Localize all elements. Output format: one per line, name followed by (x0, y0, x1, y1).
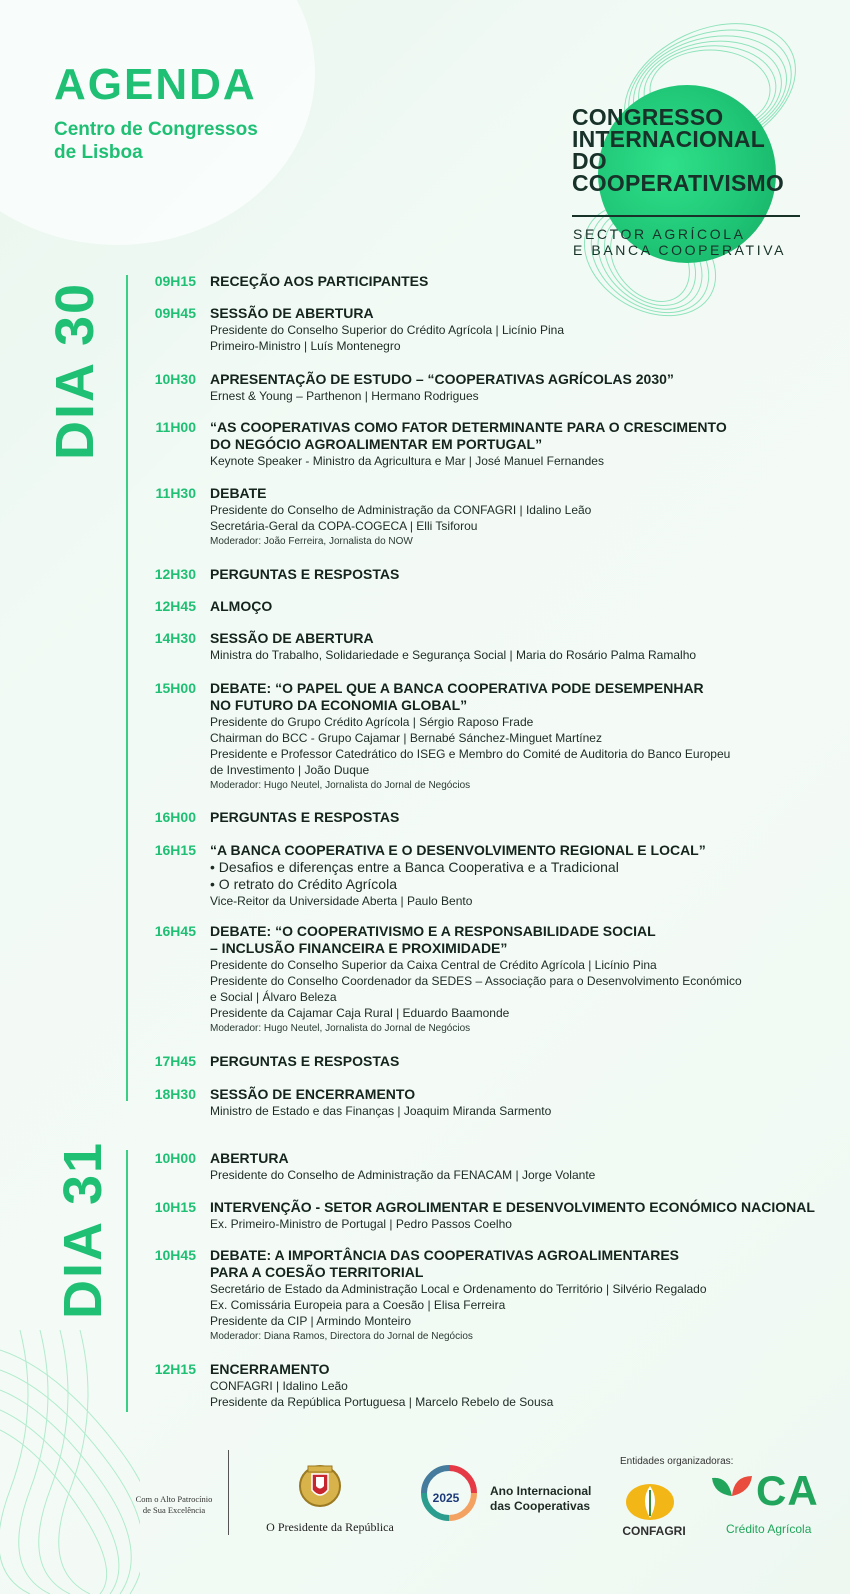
agenda-title (210, 273, 832, 290)
agenda-item (142, 371, 832, 404)
organizers-label: Entidades organizadoras: (620, 1456, 734, 1467)
agenda-title-line: – INCLUSÃO FINANCEIRA E PROXIMIDADE” (210, 940, 508, 956)
agenda-item (142, 1053, 832, 1070)
agenda-item (142, 680, 832, 793)
page-title: AGENDA (54, 60, 257, 109)
agenda-speaker-line: Keynote Speaker - Ministro da Agricultura e Mar | José Manuel Fernandes (210, 454, 604, 468)
credito-agricola-label: Crédito Agrícola (726, 1522, 812, 1536)
agenda-title (210, 1247, 832, 1281)
agenda-speaker-line: Presidente da CIP | Armindo Monteiro (210, 1314, 411, 1328)
agenda-time: 09H15 (154, 273, 196, 289)
agenda-time: 12H30 (154, 566, 196, 582)
agenda-item (142, 566, 832, 583)
agenda-speaker-line: Presidente do Conselho Superior da Caixa Central de Crédito Agrícola | Licínio Pina (210, 958, 657, 972)
agenda-title (210, 923, 832, 957)
agenda-title-line: SESSÃO DE ABERTURA (210, 305, 374, 321)
agenda-speaker-line: Presidente da República Portuguesa | Marcelo Rebelo de Sousa (210, 1395, 554, 1409)
agenda-speaker-line: de Investimento | João Duque (210, 763, 370, 777)
agenda-time: 12H15 (154, 1361, 196, 1377)
agenda-moderator: Moderador: Hugo Neutel, Jornalista do Jornal de Negócios (210, 780, 471, 791)
agenda-title (210, 566, 832, 583)
footer-divider (228, 1450, 229, 1535)
agenda-content (210, 485, 832, 549)
agenda-moderator: Moderador: João Ferreira, Jornalista do NOW (210, 536, 413, 547)
agenda-title (210, 1150, 832, 1167)
agenda-content (210, 809, 832, 826)
agenda-title (210, 1199, 832, 1216)
ano-year: 2025 (432, 1491, 460, 1505)
agenda-title (210, 485, 832, 502)
agenda-speaker-line: e Social | Álvaro Beleza (210, 990, 337, 1004)
agenda-title-line: DEBATE: “O PAPEL QUE A BANCA COOPERATIVA PODE DESEMPENHAR (210, 680, 704, 696)
confagri-label: CONFAGRI (622, 1524, 686, 1538)
agenda-item (142, 842, 832, 909)
agenda-speaker-line: CONFAGRI | Idalino Leão (210, 1379, 348, 1393)
agenda-item (142, 419, 832, 469)
agenda-speaker-line: Ex. Primeiro-Ministro de Portugal | Pedro Passos Coelho (210, 1217, 512, 1231)
agenda-bullet: • O retrato do Crédito Agrícola (210, 876, 397, 892)
agenda-title (210, 1053, 832, 1070)
agenda-content (210, 598, 832, 615)
agenda-title-line: RECEÇÃO AOS PARTICIPANTES (210, 273, 429, 289)
agenda-time: 10H15 (154, 1199, 196, 1215)
agenda-moderator: Moderador: Diana Ramos, Directora do Jornal de Negócios (210, 1331, 473, 1342)
agenda-speaker-line: Ministro de Estado e das Finanças | Joaquim Miranda Sarmento (210, 1104, 552, 1118)
agenda-title-line: SESSÃO DE ABERTURA (210, 630, 374, 646)
agenda-speaker-line: Secretário de Estado da Administração Local e Ordenamento do Território | Silvério Regalado (210, 1282, 707, 1296)
agenda-time: 10H30 (154, 371, 196, 387)
agenda-content (210, 1150, 832, 1183)
agenda-title-line: “AS COOPERATIVAS COMO FATOR DETERMINANTE PARA O CRESCIMENTO (210, 419, 727, 435)
agenda-content (210, 566, 832, 583)
agenda-time: 09H45 (154, 305, 196, 321)
agenda-item (142, 273, 832, 290)
agenda-content (210, 680, 832, 793)
agenda-title (210, 371, 832, 388)
agenda-title-line: PARA A COESÃO TERRITORIAL (210, 1264, 424, 1280)
agenda-title (210, 1361, 832, 1378)
agenda-title-line: PERGUNTAS E RESPOSTAS (210, 809, 400, 825)
agenda-content (210, 1199, 832, 1232)
logo-divider (572, 215, 800, 217)
agenda-title-line: NO FUTURO DA ECONOMIA GLOBAL” (210, 697, 468, 713)
agenda-item (142, 1150, 832, 1183)
agenda-speaker-line: Primeiro-Ministro | Luís Montenegro (210, 339, 401, 353)
credito-agricola-leaf-icon (710, 1472, 754, 1512)
agenda-bullet: • Desafios e diferenças entre a Banca Cooperativa e a Tradicional (210, 859, 619, 875)
agenda-title (210, 598, 832, 615)
agenda-time: 16H00 (154, 809, 196, 825)
agenda-time: 12H45 (154, 598, 196, 614)
agenda-title (210, 419, 832, 453)
agenda-content (210, 371, 832, 404)
agenda-speaker-line: Vice-Reitor da Universidade Aberta | Paulo Bento (210, 894, 473, 908)
patronage-text: Com o Alto Patrocínio de Sua Excelência (135, 1494, 213, 1515)
agenda-speaker-line: Ministra do Trabalho, Solidariedade e Segurança Social | Maria do Rosário Palma Ramalho (210, 648, 697, 662)
agenda-speaker-line: Presidente do Conselho Coordenador da SEDES – Associação para o Desenvolvimento Económico (210, 974, 742, 988)
agenda-title-line: INTERVENÇÃO - SETOR AGROLIMENTAR E DESENVOLVIMENTO ECONÓMICO NACIONAL (210, 1199, 815, 1215)
venue-name: Centro de Congressos de Lisboa (54, 119, 258, 163)
agenda-speaker-line: Presidente do Conselho de Administração da FENACAM | Jorge Volante (210, 1168, 596, 1182)
agenda-time: 18H30 (154, 1086, 196, 1102)
agenda-content (210, 1247, 832, 1344)
agenda-speaker-line: Ex. Comissária Europeia para a Coesão | Elisa Ferreira (210, 1298, 506, 1312)
agenda-time: 14H30 (154, 630, 196, 646)
agenda-title-line: APRESENTAÇÃO DE ESTUDO – “COOPERATIVAS AGRÍCOLAS 2030” (210, 371, 674, 387)
agenda-content (210, 842, 832, 909)
agenda-time: 16H45 (154, 923, 196, 939)
agenda-speaker-line: Chairman do BCC - Grupo Cajamar | Bernabé Sánchez-Minguet Martínez (210, 731, 602, 745)
day-label-31: DIA 31 (53, 1140, 113, 1320)
agenda-speaker-line: Ernest & Young – Parthenon | Hermano Rodrigues (210, 389, 479, 403)
agenda-speaker-line: Presidente da Cajamar Caja Rural | Eduardo Baamonde (210, 1006, 510, 1020)
day-30-timeline-line (126, 275, 128, 1101)
agenda-title-line: PERGUNTAS E RESPOSTAS (210, 1053, 400, 1069)
confagri-logo-icon (624, 1480, 676, 1524)
agenda-time: 11H00 (155, 419, 196, 435)
day-31-timeline-line (126, 1150, 128, 1412)
agenda-title-line: “A BANCA COOPERATIVA E O DESENVOLVIMENTO REGIONAL E LOCAL” (210, 842, 706, 858)
agenda-item (142, 923, 832, 1036)
agenda-item (142, 1199, 832, 1232)
agenda-time: 10H45 (154, 1247, 196, 1263)
agenda-speaker-line: Presidente do Conselho Superior do Crédito Agrícola | Licínio Pina (210, 323, 564, 337)
agenda-content (210, 273, 832, 290)
agenda-time: 15H00 (154, 680, 196, 696)
presidente-label: O Presidente da República (266, 1520, 394, 1534)
agenda-time: 10H00 (154, 1150, 196, 1166)
credito-agricola-logo-text: CA (756, 1467, 819, 1514)
agenda-title-line: DEBATE: “O COOPERATIVISMO E A RESPONSABILIDADE SOCIAL (210, 923, 656, 939)
agenda-item (142, 809, 832, 826)
agenda-title (210, 1086, 832, 1103)
agenda-title-line: DEBATE (210, 485, 267, 501)
agenda-content (210, 305, 832, 354)
agenda-item (142, 1247, 832, 1344)
agenda-content (210, 923, 832, 1036)
agenda-content (210, 419, 832, 469)
agenda-title-line: DO NEGÓCIO AGROALIMENTAR EM PORTUGAL” (210, 436, 543, 452)
agenda-title (210, 305, 832, 322)
agenda-title (210, 842, 832, 859)
ano-internacional-label: Ano Internacional das Cooperativas (490, 1484, 592, 1513)
agenda-title (210, 680, 832, 714)
agenda-title-line: ENCERRAMENTO (210, 1361, 330, 1377)
wave-lines-decoration-bottom (0, 1330, 140, 1594)
day-label-30: DIA 30 (45, 281, 105, 461)
agenda-content (210, 630, 832, 663)
agenda-title-line: PERGUNTAS E RESPOSTAS (210, 566, 400, 582)
agenda-title (210, 630, 832, 647)
agenda-speaker-line: Secretária-Geral da COPA-COGECA | Elli Tsiforou (210, 519, 478, 533)
agenda-speaker-line: Presidente e Professor Catedrático do ISEG e Membro do Comité de Auditoria do Banco Europeu (210, 747, 731, 761)
agenda-item (142, 630, 832, 663)
agenda-title-line: ALMOÇO (210, 598, 273, 614)
congress-logo-subtitle: SECTOR AGRÍCOLA E BANCA COOPERATIVA (573, 226, 787, 258)
agenda-title-line: DEBATE: A IMPORTÂNCIA DAS COOPERATIVAS AGROALIMENTARES (210, 1247, 679, 1263)
agenda-item (142, 598, 832, 615)
agenda-title-line: SESSÃO DE ENCERRAMENTO (210, 1086, 416, 1102)
congress-logo-title: CONGRESSO INTERNACIONAL DO COOPERATIVISMO (572, 104, 784, 196)
agenda-moderator: Moderador: Hugo Neutel, Jornalista do Jornal de Negócios (210, 1023, 471, 1034)
agenda-item (142, 1086, 832, 1119)
coat-of-arms-icon (290, 1462, 350, 1512)
agenda-title (210, 809, 832, 826)
agenda-content (210, 1053, 832, 1070)
agenda-content (210, 1086, 832, 1119)
agenda-time: 11H30 (155, 485, 196, 501)
agenda-content (210, 1361, 832, 1410)
agenda-speaker-line: Presidente do Grupo Crédito Agrícola | Sérgio Raposo Frade (210, 715, 534, 729)
agenda-item (142, 485, 832, 549)
agenda-time: 17H45 (154, 1053, 196, 1069)
agenda-item (142, 1361, 832, 1410)
agenda-time: 16H15 (154, 842, 196, 858)
agenda-title-line: ABERTURA (210, 1150, 289, 1166)
agenda-item (142, 305, 832, 354)
agenda-speaker-line: Presidente do Conselho de Administração da CONFAGRI | Idalino Leão (210, 503, 592, 517)
